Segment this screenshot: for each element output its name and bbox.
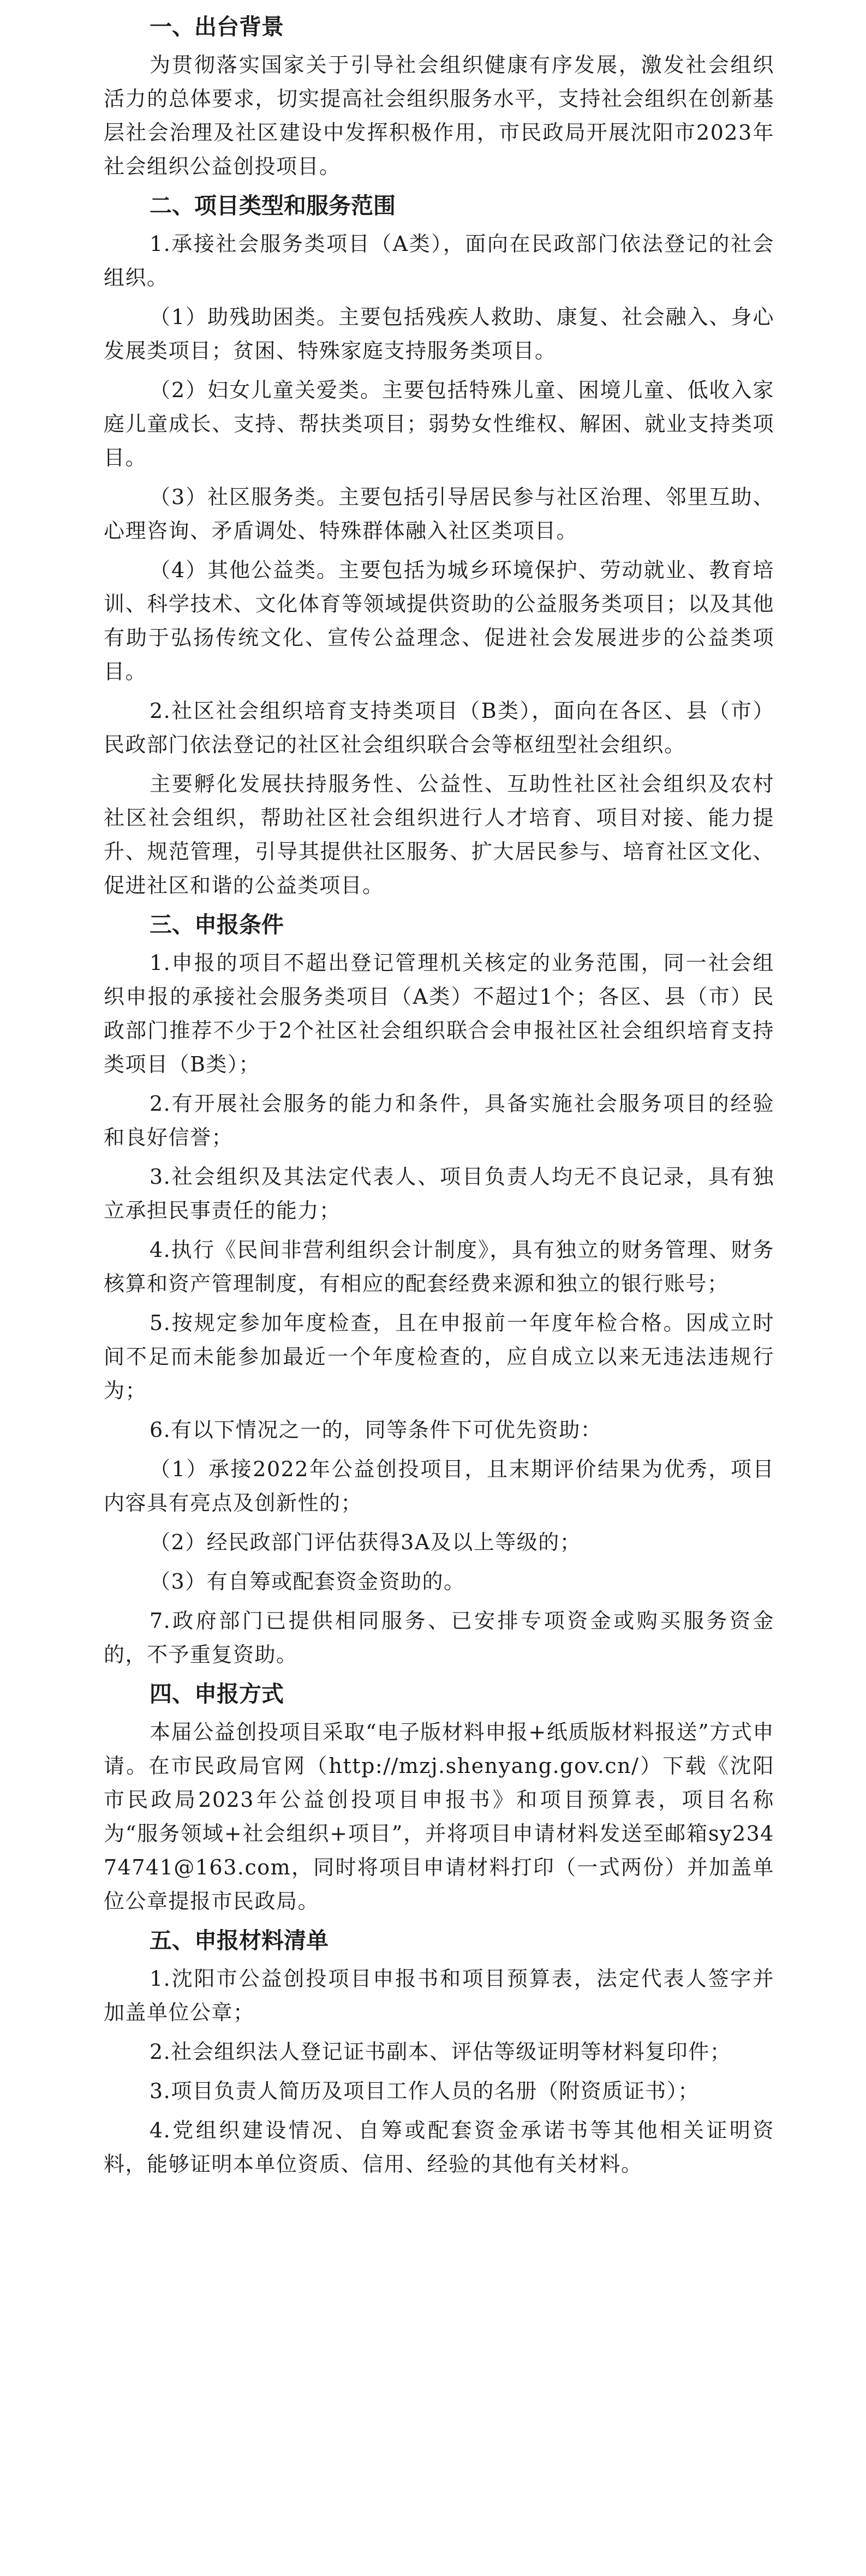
paragraph: （2）妇女儿童关爱类。主要包括特殊儿童、困境儿童、低收入家庭儿童成长、支持、帮扶类项目；弱势女性维权、解困、就业支持类项目。 [104,378,774,470]
paragraph: （4）其他公益类。主要包括为城乡环境保护、劳动就业、教育培训、科学技术、文化体育等领域提供资助的公益服务类项目；以及其他有助于弘扬传统文化、宣传公益理念、促进社会发展进步的公益类项目。 [104,558,774,684]
paragraph: 为贯彻落实国家关于引导社会组织健康有序发展，激发社会组织活力的总体要求，切实提高社会组织服务水平，支持社会组织在创新基层社会治理及社区建设中发挥积极作用，市民政局开展沈阳市2023年社会组织公益创投项目。 [104,53,774,178]
section-heading: 四、申报方式 [150,1681,284,1707]
section-application-method [104,1677,774,1918]
paragraph: 2.有开展社会服务的能力和条件，具备实施社会服务项目的经验和良好信誉； [104,1092,774,1149]
paragraph: 2.社区社会组织培育支持类项目（B类），面向在各区、县（市）民政部门依法登记的社区社会组织联合会等枢纽型社会组织。 [104,699,774,757]
section-eligibility [104,908,774,1672]
paragraph: 2.社会组织法人登记证书副本、评估等级证明等材料复印件； [150,2040,732,2064]
section-heading: 二、项目类型和服务范围 [150,193,396,219]
section-project-types [104,189,774,902]
paragraph: 1.申报的项目不超出登记管理机关核定的业务范围，同一社会组织申报的承接社会服务类项目（A类）不超过1个；各区、县（市）民政部门推荐不少于2个社区社会组织联合会申报社区社会组织培育支持类项目（B类）； [104,951,774,1076]
paragraph: （1）助残助困类。主要包括残疾人救助、康复、社会融入、身心发展类项目；贫困、特殊家庭支持服务类项目。 [104,305,774,363]
section-heading: 一、出台背景 [150,14,284,40]
paragraph: （1）承接2022年公益创投项目，且末期评价结果为优秀，项目内容具有亮点及创新性的； [104,1457,774,1515]
paragraph: （3）社区服务类。主要包括引导居民参与社区治理、邻里互助、心理咨询、矛盾调处、特殊群体融入社区类项目。 [104,485,774,543]
section-heading: 三、申报条件 [150,912,284,938]
section-heading: 五、申报材料清单 [150,1927,329,1954]
paragraph: 4.执行《民间非营利组织会计制度》，具有独立的财务管理、财务核算和资产管理制度，有相应的配套经费来源和独立的银行账号； [104,1238,774,1296]
section-background [104,10,774,183]
paragraph: 3.项目负责人简历及项目工作人员的名册（附资质证书）； [150,2079,700,2103]
paragraph: 1.沈阳市公益创投项目申报书和项目预算表，法定代表人签字并加盖单位公章； [104,1967,774,2024]
paragraph: （2）经民政部门评估获得3A及以上等级的； [150,1530,582,1554]
paragraph: 1.承接社会服务类项目（A类），面向在民政部门依法登记的社会组织。 [104,232,774,290]
paragraph: 主要孵化发展扶持服务性、公益性、互助性社区社会组织及农村社区社会组织，帮助社区社会组织进行人才培育、项目对接、能力提升、规范管理，引导其提供社区服务、扩大居民参与、培育社区文化、促进社区和谐的公益类项目。 [104,772,774,897]
paragraph: 7.政府部门已提供相同服务、已安排专项资金或购买服务资金的，不予重复资助。 [104,1609,774,1667]
paragraph: 3.社会组织及其法定代表人、项目负责人均无不良记录，具有独立承担民事责任的能力； [104,1165,774,1223]
paragraph: 4.党组织建设情况、自筹或配套资金承诺书等其他相关证明资料，能够证明本单位资质、信用、经验的其他有关材料。 [104,2118,774,2176]
paragraph: 本届公益创投项目采取“电子版材料申报+纸质版材料报送”方式申请。在市民政局官网（http://mzj.shenyang.gov.cn/）下载《沈阳市民政局2023年公益创投项目申报书》和项目预算表，项目名称为“服务领域+社会组织+项目”，并将项目申请材料发送至邮箱sy23474741@163.com，同时将项目申请材料打印（一式两份）并加盖单位公章提报市民政局。 [104,1720,774,1913]
paragraph: 6.有以下情况之一的，同等条件下可优先资助： [150,1418,602,1442]
paragraph: （3）有自筹或配套资金资助的。 [150,1569,465,1593]
section-materials-list [104,1924,774,2181]
paragraph: 5.按规定参加年度检查，且在申报前一年度年检合格。因成立时间不足而未能参加最近一个年度检查的，应自成立以来无违法违规行为； [104,1311,774,1403]
